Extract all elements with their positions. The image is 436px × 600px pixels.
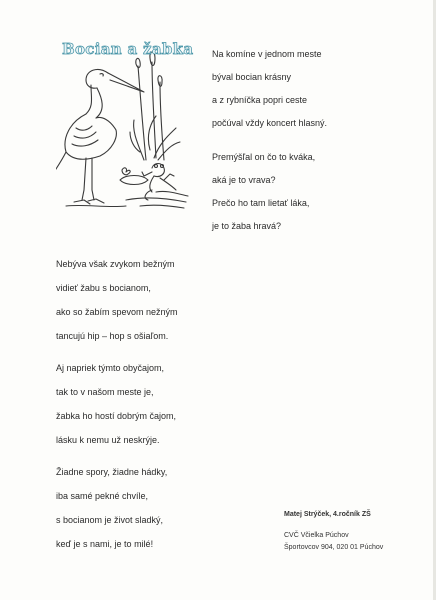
poem-line: Nebýva však zvykom bežným	[56, 259, 175, 269]
poem-line: tancujú hip – hop s ošiaľom.	[56, 331, 169, 341]
poem-line: Prečo ho tam lietať láka,	[212, 198, 310, 208]
poem-line: vidieť žabu s bocianom,	[56, 283, 151, 293]
poem-line: a z rybníčka popri ceste	[212, 95, 308, 105]
stanza-1	[212, 50, 327, 142]
poem-line: žabka ho hostí dobrým čajom,	[56, 411, 177, 421]
poem-line: Premýšľal on čo to kváka,	[212, 152, 316, 162]
poem-line: iba samé pekné chvíle,	[56, 491, 149, 501]
poem-line: s bocianom je život sladký,	[56, 515, 164, 525]
poem-line: Aj napriek týmto obyčajom,	[56, 363, 165, 373]
poem-line: lásku k nemu už neskrýje.	[56, 435, 160, 445]
address-line: CVČ Včielka Púchov	[284, 532, 349, 539]
poem-line: ako so žabím spevom nežným	[56, 307, 178, 317]
stanza-2	[212, 153, 315, 245]
poem-line: keď je s nami, je to milé!	[56, 539, 154, 549]
poem-line: počúval vždy koncert hlasný.	[212, 118, 328, 128]
poem-line: tak to v našom meste je,	[56, 387, 154, 397]
stork-and-frog-illustration	[56, 40, 196, 218]
poem-line: je to žaba hravá?	[212, 221, 282, 231]
poem-line: býval bocian krásny	[212, 72, 292, 82]
poem-line: aká je to vrava?	[212, 175, 276, 185]
poem-line: Žiadne spory, žiadne hádky,	[56, 467, 168, 477]
stanza-3	[56, 260, 178, 356]
address-line: Športovcov 904, 020 01 Púchov	[284, 544, 384, 551]
poem-line: Na komíne v jednom meste	[212, 49, 322, 59]
stanza-5	[56, 468, 167, 564]
address-block	[284, 531, 383, 555]
poem-title: Bocian a žabka	[62, 40, 194, 58]
stanza-4	[56, 364, 176, 460]
author-name: Matej Strýček, 4.ročník ZŠ	[284, 511, 371, 518]
